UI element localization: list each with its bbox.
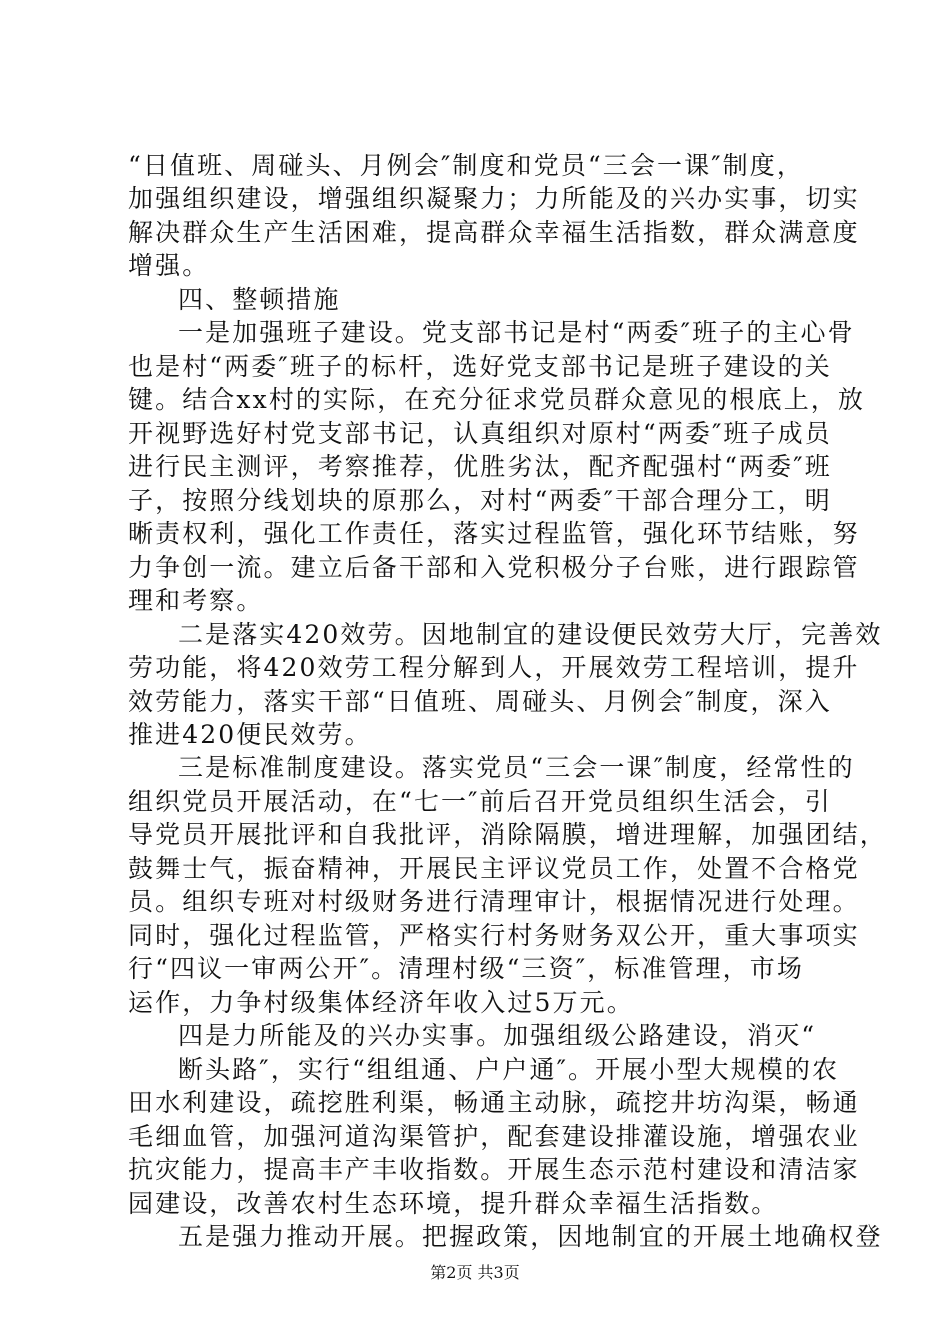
text-line: 二是落实420效劳。因地制宜的建设便民效劳大厅，完善效 xyxy=(178,620,883,649)
text-line: 键。结合xx村的实际，在充分征求党员群众意见的根底上，放 xyxy=(128,385,866,414)
text-line: 晰责权利，强化工作责任，落实过程监管，强化环节结账，努 xyxy=(128,519,860,548)
text-line: 理和考察。 xyxy=(128,586,264,615)
text-line: 园建设，改善农村生态环境，提升群众幸福生活指数。 xyxy=(128,1189,779,1218)
section-heading: 四、整顿措施 xyxy=(178,285,341,314)
text-line: 效劳能力，落实干部“日值班、周碰头、月例会″制度，深入 xyxy=(128,687,832,716)
text-line: 抗灾能力，提高丰产丰收指数。开展生态示范村建设和清洁家 xyxy=(128,1155,860,1184)
text-line: 子，按照分线划块的原那么，对村“两委″干部合理分工，明 xyxy=(128,486,832,515)
text-line: 也是村“两委″班子的标杆，选好党支部书记是班子建设的关 xyxy=(128,352,832,381)
text-line: 员。组织专班对村级财务进行清理审计，根据情况进行处理。 xyxy=(128,887,860,916)
text-line: “日值班、周碰头、月例会″制度和党员“三会一课″制度， xyxy=(128,151,804,180)
text-line: 推进420便民效劳。 xyxy=(128,720,372,749)
text-line: 毛细血管，加强河道沟渠管护，配套建设排灌设施，增强农业 xyxy=(128,1122,860,1151)
text-line: 增强。 xyxy=(128,251,210,280)
text-line: 运作，力争村级集体经济年收入过5万元。 xyxy=(128,988,634,1017)
text-line: 组织党员开展活动，在“七一″前后召开党员组织生活会，引 xyxy=(128,787,832,816)
text-line: 同时，强化过程监管，严格实行村务财务双公开，重大事项实 xyxy=(128,921,860,950)
text-line: 解决群众生产生活困难，提高群众幸福生活指数，群众满意度 xyxy=(128,218,860,247)
page-number-footer: 第2页 共3页 xyxy=(430,1263,520,1282)
text-line: 行“四议一审两公开″。清理村级“三资″，标准管理，市场 xyxy=(128,954,804,983)
text-line: 田水利建设，疏挖胜利渠，畅通主动脉，疏挖井坊沟渠，畅通 xyxy=(128,1088,860,1117)
text-line: 劳功能，将420效劳工程分解到人，开展效劳工程培训，提升 xyxy=(128,653,860,682)
text-line: 四是力所能及的兴办实事。加强组级公路建设，消灭“ xyxy=(178,1021,817,1050)
text-line: 一是加强班子建设。党支部书记是村“两委″班子的主心骨 xyxy=(178,318,855,347)
text-line: 力争创一流。建立后备干部和入党积极分子台账，进行跟踪管 xyxy=(128,553,860,582)
text-line: 进行民主测评，考察推荐，优胜劣汰，配齐配强村“两委″班 xyxy=(128,452,832,481)
text-line: 五是强力推动开展。把握政策，因地制宜的开展土地确权登 xyxy=(178,1222,883,1251)
text-line: 开视野选好村党支部书记，认真组织对原村“两委″班子成员 xyxy=(128,419,832,448)
text-line: 加强组织建设，增强组织凝聚力；力所能及的兴办实事，切实 xyxy=(128,184,860,213)
text-line: 导党员开展批评和自我批评，消除隔膜，增进理解，加强团结， xyxy=(128,820,887,849)
text-line: 三是标准制度建设。落实党员“三会一课″制度，经常性的 xyxy=(178,753,855,782)
text-line: 断头路″，实行“组组通、户户通″。开展小型大规模的农 xyxy=(178,1055,840,1084)
text-line: 鼓舞士气，振奋精神，开展民主评议党员工作，处置不合格党 xyxy=(128,854,860,883)
